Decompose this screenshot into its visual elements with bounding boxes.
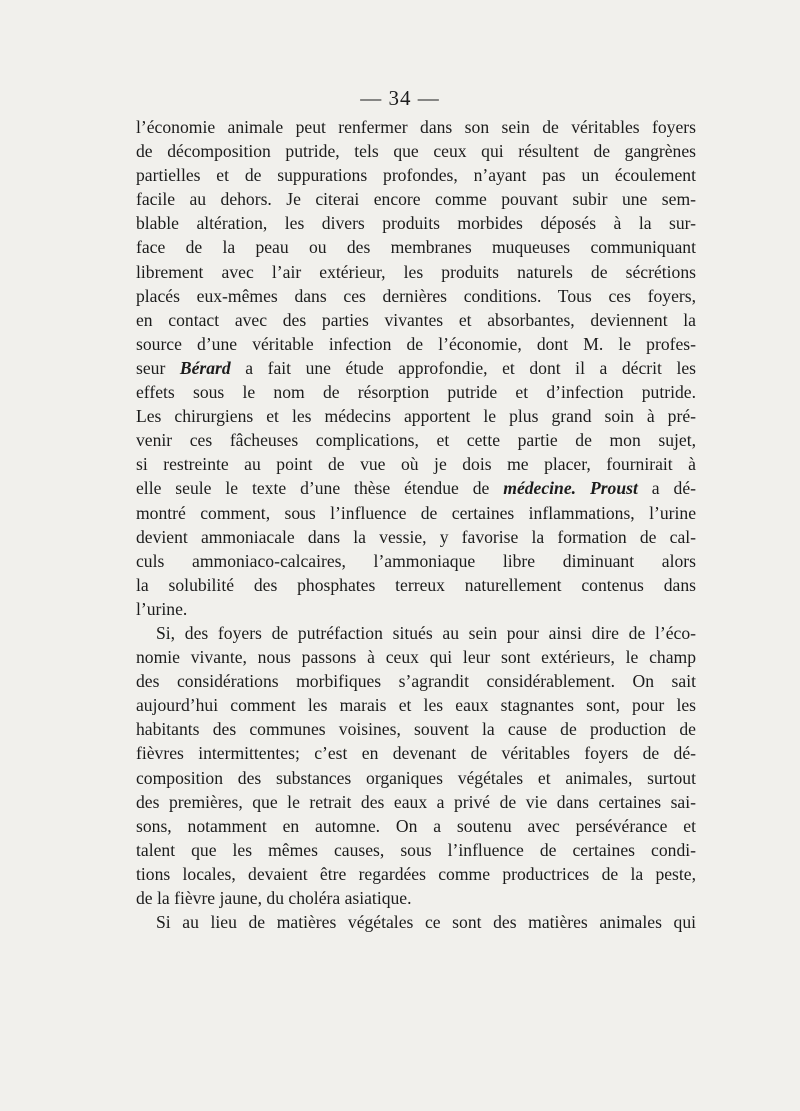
text-segment: face de la peau ou des membranes muqueuses communiquant (136, 237, 696, 258)
text-segment: venir ces fâcheuses complications, et cette partie de mon sujet, (136, 430, 696, 451)
italic-text: Bérard (179, 357, 231, 378)
text-segment: seur (136, 357, 180, 378)
text-segment: source d’une véritable infection de l’économie, dont M. le profes- (136, 333, 696, 354)
italic-text: médecine. Proust (503, 478, 638, 499)
text-segment: placés eux-mêmes dans ces dernières conditions. Tous ces foyers, (136, 285, 696, 306)
text-segment: habitants des communes voisines, souvent la cause de production de (136, 719, 696, 740)
text-line (136, 211, 696, 235)
text-segment: montré comment, sous l’influence de certaines inflammations, l’urine (136, 502, 696, 523)
text-segment: tions locales, devaient être regardées comme productrices de la peste, (136, 863, 696, 884)
text-segment: de décomposition putride, tels que ceux qui résultent de gangrènes (136, 141, 696, 162)
text-segment: fièvres intermittentes; c’est en devenant de véritables foyers de dé- (136, 743, 696, 764)
text-line (136, 260, 696, 284)
text-segment: en contact avec des parties vivantes et absorbantes, deviennent la (136, 309, 696, 330)
text-line (136, 790, 696, 814)
text-line (136, 525, 696, 549)
text-line (136, 621, 696, 645)
page-number: — 34 — (360, 86, 440, 110)
text-line (136, 814, 696, 838)
text-line (136, 549, 696, 573)
text-segment: aujourd’hui comment les marais et les eaux stagnantes sont, pour les (136, 695, 696, 716)
text-line (136, 838, 696, 862)
text-segment: elle seule le texte d’une thèse étendue de (136, 478, 504, 499)
text-line (136, 862, 696, 886)
text-line (136, 163, 696, 187)
text-line (136, 766, 696, 790)
text-line (136, 886, 696, 910)
text-line (136, 910, 696, 934)
text-line (136, 476, 696, 500)
text-line (136, 741, 696, 765)
text-segment: Les chirurgiens et les médecins apportent le plus grand soin à pré- (136, 406, 696, 427)
text-segment: Si, des foyers de putréfaction situés au sein pour ainsi dire de l’éco- (156, 622, 696, 643)
text-segment: culs ammoniaco-calcaires, l’ammoniaque libre diminuant alors (136, 550, 696, 571)
text-segment: composition des substances organiques végétales et animales, surtout (136, 767, 696, 788)
text-line (136, 573, 696, 597)
text-segment: la solubilité des phosphates terreux naturellement contenus dans (136, 574, 696, 595)
text-segment: si restreinte au point de vue où je dois me placer, fournirait à (136, 454, 696, 475)
text-segment: a fait une étude approfondie, et dont il a décrit les (230, 357, 696, 378)
text-line (136, 139, 696, 163)
text-line (136, 332, 696, 356)
text-line (136, 669, 696, 693)
text-segment: l’économie animale peut renfermer dans son sein de véritables foyers (136, 117, 696, 137)
body-text (136, 115, 696, 934)
text-segment: talent que les mêmes causes, sous l’influence de certaines condi- (136, 839, 696, 860)
text-segment: nomie vivante, nous passons à ceux qui leur sont extérieurs, le champ (136, 647, 696, 668)
text-segment: des considérations morbifiques s’agrandit considérablement. On sait (136, 671, 696, 692)
text-line (136, 597, 696, 621)
text-segment: de la fièvre jaune, du choléra asiatique. (136, 888, 412, 908)
text-segment: devient ammoniacale dans la vessie, y favorise la formation de cal- (136, 526, 696, 547)
text-segment: a dé- (637, 478, 696, 499)
text-segment: l’urine. (136, 598, 188, 619)
text-line (136, 308, 696, 332)
text-line (136, 717, 696, 741)
text-line (136, 404, 696, 428)
text-segment: blable altération, les divers produits morbides déposés à la sur- (136, 213, 696, 234)
text-line (136, 284, 696, 308)
text-line (136, 380, 696, 404)
text-segment: librement avec l’air extérieur, les produits naturels de sécrétions (136, 261, 696, 282)
text-line (136, 428, 696, 452)
text-line (136, 501, 696, 525)
text-segment: sons, notamment en automne. On a soutenu avec persévérance et (136, 815, 696, 836)
text-segment: des premières, que le retrait des eaux a privé de vie dans certaines sai- (136, 791, 696, 812)
text-line (136, 693, 696, 717)
text-line (136, 235, 696, 259)
text-segment: partielles et de suppurations profondes, n’ayant pas un écoulement (136, 165, 696, 186)
text-line (136, 356, 696, 380)
text-line (136, 187, 696, 211)
text-segment: Si au lieu de matières végétales ce sont des matières animales qui (156, 912, 696, 933)
text-line (136, 115, 696, 139)
text-line (136, 452, 696, 476)
text-segment: facile au dehors. Je citerai encore comme pouvant subir une sem- (136, 189, 696, 210)
text-line (136, 645, 696, 669)
text-segment: effets sous le nom de résorption putride et d’infection putride. (136, 382, 696, 403)
